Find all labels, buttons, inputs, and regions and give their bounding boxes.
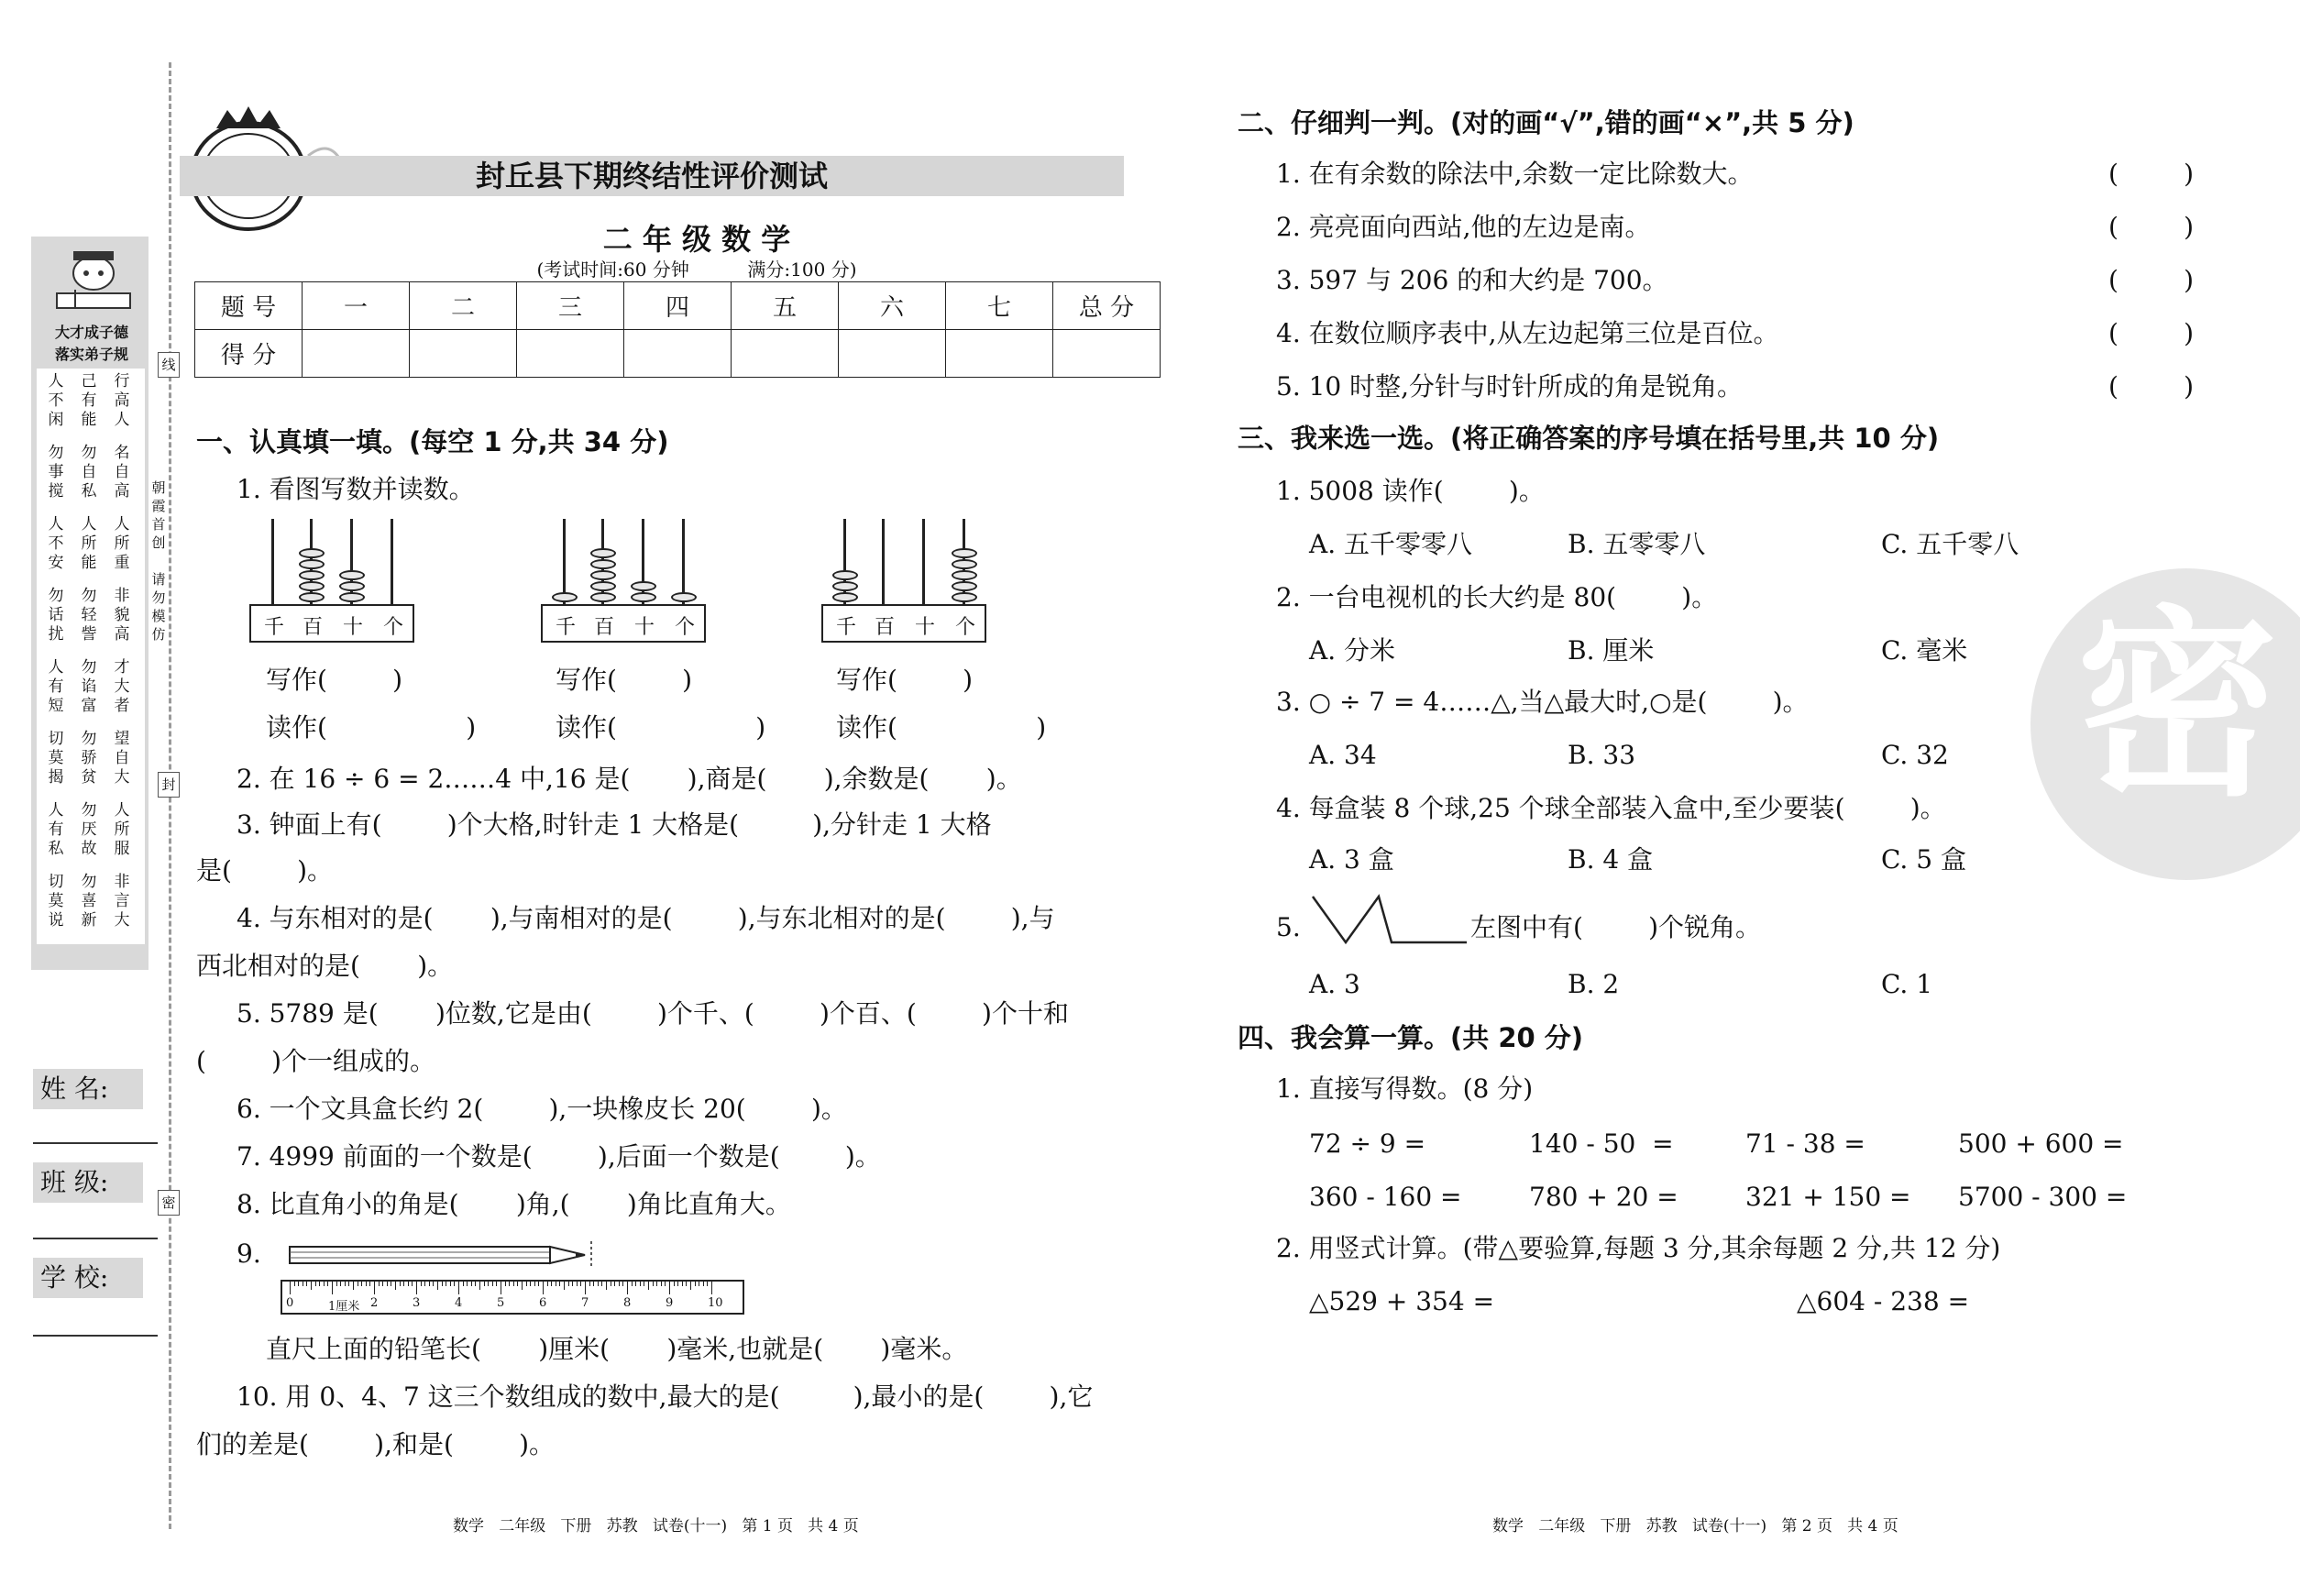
calc-2-4: 5700 - 300 = [1958,1182,2128,1212]
ruler-tick [530,1282,531,1286]
ruler-tick [379,1282,380,1286]
ruler-tick [703,1282,704,1286]
ruler-number: 4 [455,1296,463,1310]
motto-column: 非言大 [114,873,130,930]
score-input-cell[interactable] [732,330,839,378]
ruler-tick [648,1282,649,1290]
abacus-bead [832,581,858,591]
ruler [281,1280,744,1315]
s3-q4: 4. 每盒装 8 个球,25 个球全部装入盒中,至少要装( )。 [1276,793,1946,823]
score-header-cell: 二 [410,282,517,330]
ruler-tick [640,1282,641,1286]
motto-column: 人所重 [114,515,130,572]
motto-column: 切莫揭 [48,730,64,787]
name-field[interactable] [33,1142,158,1144]
ruler-tick [593,1282,594,1286]
ruler-tick [669,1282,670,1294]
s3-q1-opt-a[interactable]: A. 五千零零八 [1309,529,1473,559]
s3-q5: 左图中有( )个锐角。 [1470,912,1762,942]
ruler-tick [463,1282,464,1286]
ruler-number: 8 [623,1296,632,1310]
ruler-tick [290,1282,291,1294]
ruler-tick [369,1282,370,1286]
footer-left: 数学 二年级 下册 苏教 试卷(十一) 第 1 页 共 4 页 [453,1517,859,1535]
ruler-tick [332,1282,333,1294]
s1-q4b: 西北相对的是( )。 [196,951,454,981]
ruler-tick [686,1282,687,1286]
s1-q5b: ( )个一组成的。 [196,1046,436,1076]
ruler-tick [298,1282,299,1286]
ruler-number: 0 [286,1296,294,1310]
ruler-tick [294,1282,295,1286]
abacus-2 [541,519,706,656]
ruler-tick [695,1282,696,1286]
place-label: 个 [383,616,404,639]
s4-q1: 1. 直接写得数。(8 分) [1276,1073,1534,1104]
ruler-tick [484,1282,485,1286]
score-header-cell: 五 [732,282,839,330]
ruler-tick [559,1282,560,1286]
abacus2-read[interactable]: 读作( ) [556,712,766,743]
ruler-number: 6 [539,1296,547,1310]
calc-2-3: 321 + 150 = [1745,1182,1911,1212]
abacus-bead [299,570,325,580]
calc-1-4: 500 + 600 = [1958,1128,2124,1159]
place-label: 千 [836,616,857,639]
ruler-tick [315,1282,316,1286]
abacus-bead [590,559,616,569]
binding-tag-line: 线 [158,352,180,378]
abacus-bead [671,592,697,602]
place-label: 千 [556,616,577,639]
score-header-cell: 六 [839,282,946,330]
judge-item: 1. 在有余数的除法中,余数一定比除数大。 [1276,159,1754,189]
ruler-tick [517,1282,518,1286]
place-label: 十 [634,616,655,639]
vertical-note-1: 朝霞首创 [151,479,166,551]
calc-1-2: 140 - 50 = [1529,1128,1674,1159]
motto-column: 人所能 [81,515,97,572]
ruler-tick [656,1282,657,1286]
ruler-tick [653,1282,654,1286]
s3-q3-opt-c[interactable]: C. 32 [1881,740,1949,770]
motto-column: 行高人 [114,372,130,429]
motto-column: 人不安 [48,515,64,572]
ruler-number: 5 [497,1296,505,1310]
section4-heading: 四、我会算一算。(共 20 分) [1238,1022,1584,1053]
ruler-tick [319,1282,320,1286]
s1-q3b: 是( )。 [196,855,334,886]
abacus-base [541,604,706,643]
abacus-bead [952,581,977,591]
abacus-rod [882,519,885,611]
judge-answer-paren[interactable]: ( ) [2108,265,2195,295]
score-header-row [195,282,1161,330]
judge-item: 5. 10 时整,分针与时针所成的角是锐角。 [1276,371,1744,402]
s3-q1: 1. 5008 读作( )。 [1276,476,1545,506]
ruler-tick [551,1282,552,1286]
s3-q1-opt-b[interactable]: B. 五零零八 [1568,529,1706,559]
calc-1-1: 72 ÷ 9 = [1309,1128,1426,1159]
motto-column: 人有短 [48,658,64,715]
judge-answer-paren[interactable]: ( ) [2108,212,2195,242]
ruler-tick [336,1282,337,1286]
score-header-cell: 七 [946,282,1053,330]
motto-column: 勿轻訾 [81,587,97,644]
ruler-tick [622,1282,623,1286]
ruler-tick [598,1282,599,1286]
judge-item: 4. 在数位顺序表中,从左边起第三位是百位。 [1276,318,1779,348]
abacus1-write[interactable]: 写作( ) [266,665,403,695]
place-label: 十 [343,616,364,639]
abacus-bead [631,592,656,602]
s3-q2: 2. 一台电视机的长大约是 80( )。 [1276,582,1718,612]
watermark-char: 密 [2076,589,2279,823]
s1-q4a: 4. 与东相对的是( ),与南相对的是( ),与东北相对的是( ),与 [237,903,1055,933]
ruler-number: 3 [413,1296,421,1310]
ruler-tick [437,1282,438,1290]
vertical-calc-2: △604 - 238 = [1797,1286,1970,1316]
vertical-calc-1: △529 + 354 = [1309,1286,1495,1316]
place-label: 个 [675,616,696,639]
ruler-tick [682,1282,683,1286]
abacus-bead [590,592,616,602]
abacus-bead [299,559,325,569]
ruler-tick [395,1282,396,1290]
ruler-tick [572,1282,573,1286]
ruler-tick [387,1282,388,1286]
abacus-bead [952,570,977,580]
angle-figure [1309,891,1470,946]
ruler-tick [665,1282,666,1286]
ruler-tick [522,1282,523,1290]
ruler-tick [400,1282,401,1286]
ruler-tick [488,1282,489,1286]
abacus2-write[interactable]: 写作( ) [556,665,693,695]
abacus-1 [249,519,414,656]
score-value-row [195,330,1161,378]
ruler-tick [403,1282,404,1286]
ruler-tick [458,1282,459,1294]
ruler-tick [543,1282,544,1294]
vertical-note-2: 请勿模仿 [151,571,166,643]
abacus-3 [821,519,986,656]
abacus-bead [299,592,325,602]
motto-column: 勿事搅 [48,444,64,501]
motto-sub: 落实弟子规 [54,346,128,363]
ruler-tick [433,1282,434,1286]
ruler-tick [424,1282,425,1286]
motto-column: 人所服 [114,801,130,858]
ruler-tick [412,1282,413,1286]
abacus-rod [271,519,274,611]
ruler-tick [471,1282,472,1286]
ruler-number: 10 [708,1296,723,1310]
ruler-tick [374,1282,375,1294]
score-input-cell[interactable] [946,330,1053,378]
subject-title: 二 年 级 数 学 [602,222,791,257]
score-header-cell: 三 [517,282,624,330]
score-input-cell[interactable] [517,330,624,378]
judge-answer-paren[interactable]: ( ) [2108,159,2195,189]
footer-right: 数学 二年级 下册 苏教 试卷(十一) 第 2 页 共 4 页 [1492,1517,1898,1535]
pencil-illustration [286,1241,598,1269]
ruler-tick [627,1282,628,1294]
calc-2-1: 360 - 160 = [1309,1182,1462,1212]
motto-column: 切莫说 [48,873,64,930]
s3-q4-opt-a[interactable]: A. 3 盒 [1309,844,1394,875]
place-label: 十 [915,616,936,639]
ruler-tick [564,1282,565,1290]
section2-heading: 二、仔细判一判。(对的画“√”,错的画“×”,共 5 分) [1238,107,1854,138]
ruler-number: 2 [370,1296,379,1310]
ruler-tick [311,1282,312,1290]
place-label: 个 [955,616,976,639]
place-label: 百 [875,616,896,639]
binding-tag-secret: 密 [158,1190,180,1216]
school-label: 学 校: [33,1258,143,1298]
s1-q9b: 直尺上面的铅笔长( )厘米( )毫米,也就是( )毫米。 [266,1334,968,1364]
ruler-tick [366,1282,367,1286]
abacus-bead [590,570,616,580]
abacus-bead [952,559,977,569]
s3-q2-opt-a[interactable]: A. 分米 [1309,635,1396,666]
s3-q5-opt-b[interactable]: B. 2 [1568,969,1620,999]
ruler-tick [442,1282,443,1286]
s1-q6: 6. 一个文具盒长约 2( ),一块橡皮长 20( )。 [237,1094,847,1124]
s3-q3-opt-a[interactable]: A. 34 [1309,740,1377,770]
ruler-tick [690,1282,691,1290]
score-header-cell: 四 [624,282,732,330]
motto-column: 勿话扰 [48,587,64,644]
ruler-tick [635,1282,636,1286]
ruler-tick [382,1282,383,1286]
abacus-bead [952,548,977,558]
ruler-tick [601,1282,602,1286]
class-label: 班 级: [33,1162,143,1203]
class-field[interactable] [33,1238,158,1239]
ruler-tick [513,1282,514,1286]
ruler-tick [408,1282,409,1286]
motto-top: 大才成子德 [54,324,128,341]
ruler-tick [674,1282,675,1286]
ruler-tick [454,1282,455,1286]
s1-q1: 1. 看图写数并读数。 [237,474,475,504]
calc-2-2: 780 + 20 = [1529,1182,1678,1212]
judge-item: 2. 亮亮面向西站,他的左边是南。 [1276,212,1651,242]
abacus-bead [590,548,616,558]
exam-title: 封丘县下期终结性评价测试 [475,159,828,193]
s3-q3: 3. ○ ÷ 7 = 4……△,当△最大时,○是( )。 [1276,687,1809,717]
abacus-bead [339,570,365,580]
name-label: 姓 名: [33,1069,143,1109]
abacus-base [249,604,414,643]
s3-q4-opt-b[interactable]: B. 4 盒 [1568,844,1654,875]
judge-answer-paren[interactable]: ( ) [2108,371,2195,402]
abacus-bead [299,548,325,558]
score-input-cell[interactable] [624,330,732,378]
abacus-bead [631,581,656,591]
abacus-rod [391,519,393,611]
motto-column: 非貌高 [114,587,130,644]
exam-info: (考试时间:60 分钟 满分:100 分) [536,259,857,281]
ruler-tick [580,1282,581,1286]
s3-q5-opt-a[interactable]: A. 3 [1309,969,1360,999]
ruler-tick [534,1282,535,1286]
ruler-tick [589,1282,590,1286]
abacus-bead [339,592,365,602]
ruler-tick [353,1282,354,1290]
ruler-tick [496,1282,497,1286]
place-label: 千 [264,616,285,639]
ruler-tick [707,1282,708,1286]
ruler-tick [340,1282,341,1286]
abacus3-write[interactable]: 写作( ) [836,665,974,695]
ruler-tick [606,1282,607,1290]
calc-1-3: 71 - 38 = [1745,1128,1865,1159]
judge-item: 3. 597 与 206 的和大约是 700。 [1276,265,1668,295]
place-label: 百 [303,616,324,639]
s3-q3-opt-b[interactable]: B. 33 [1568,740,1636,770]
ruler-tick [324,1282,325,1286]
school-field[interactable] [33,1335,158,1337]
motto-column: 勿喜新 [81,873,97,930]
ruler-tick [538,1282,539,1286]
ruler-tick [509,1282,510,1286]
ruler-tick [467,1282,468,1286]
motto-column: 名自高 [114,444,130,501]
abacus1-read[interactable]: 读作( ) [266,712,477,743]
motto-column: 勿谄富 [81,658,97,715]
abacus-bead [339,581,365,591]
ruler-tick [711,1282,712,1294]
ruler-tick [614,1282,615,1286]
s1-q3a: 3. 钟面上有( )个大格,时针走 1 大格是( ),分针走 1 大格 [237,809,992,840]
place-label: 百 [594,616,615,639]
motto-column: 人有私 [48,801,64,858]
s1-q7: 7. 4999 前面的一个数是( ),后面一个数是( )。 [237,1141,881,1172]
ruler-tick [475,1282,476,1286]
abacus-bead [590,581,616,591]
s3-q2-opt-c[interactable]: C. 毫米 [1881,635,1968,666]
motto-panel [37,369,145,944]
ruler-number: 1厘米 [328,1300,360,1314]
motto-column: 勿骄贫 [81,730,97,787]
ruler-tick [361,1282,362,1286]
ruler-tick [348,1282,349,1286]
abacus-bead [299,581,325,591]
score-header-cell: 题 号 [195,282,303,330]
ruler-number: 7 [581,1296,589,1310]
s3-q1-opt-c[interactable]: C. 五千零八 [1881,529,2019,559]
ruler-tick [421,1282,422,1286]
abacus-bead [832,570,858,580]
ruler-tick [632,1282,633,1286]
score-header-cell: 总 分 [1053,282,1161,330]
s3-q5-number: 5. [1276,912,1301,942]
score-table [194,281,1161,378]
motto-column: 人不闲 [48,372,64,429]
ruler-number: 9 [666,1296,674,1310]
s1-q2: 2. 在 16 ÷ 6 = 2……4 中,16 是( ),商是( ),余数是( )。 [237,764,1022,794]
ruler-tick [526,1282,527,1286]
ruler-tick [306,1282,307,1286]
s1-q10a: 10. 用 0、4、7 这三个数组成的数中,最大的是( ),最小的是( ),它 [237,1381,1094,1412]
abacus-bead [832,592,858,602]
ruler-tick [619,1282,620,1286]
ruler-tick [345,1282,346,1286]
abacus-rod [922,519,925,611]
ruler-tick [661,1282,662,1286]
s4-q2: 2. 用竖式计算。(带△要验算,每题 3 分,其余每题 2 分,共 12 分) [1276,1233,2001,1263]
ruler-tick [450,1282,451,1286]
section3-heading: 三、我来选一选。(将正确答案的序号填在括号里,共 10 分) [1238,423,1940,454]
s3-q4-opt-c[interactable]: C. 5 盒 [1881,844,1966,875]
ruler-tick [429,1282,430,1286]
score-header-cell: 一 [303,282,410,330]
scholar-illustration [48,246,139,319]
ruler-tick [492,1282,493,1286]
ruler-tick [505,1282,506,1286]
s3-q5-opt-c[interactable]: C. 1 [1881,969,1933,999]
abacus-base [821,604,986,643]
motto-column: 望自大 [114,730,130,787]
s1-q5a: 5. 5789 是( )位数,它是由( )个千、( )个百、( )个十和 [237,998,1069,1029]
ruler-tick [577,1282,578,1286]
score-input-cell[interactable] [839,330,946,378]
abacus-bead [952,592,977,602]
abacus-bead [552,592,578,602]
motto-column: 才大者 [114,658,130,715]
s1-q8: 8. 比直角小的角是( )角,( )角比直角大。 [237,1189,791,1219]
ruler-tick [547,1282,548,1286]
score-input-cell[interactable] [1053,330,1161,378]
s1-q9: 9. [237,1238,261,1269]
judge-answer-paren[interactable]: ( ) [2108,318,2195,348]
score-input-cell[interactable] [410,330,517,378]
ruler-tick [568,1282,569,1286]
section1-heading: 一、认真填一填。(每空 1 分,共 34 分) [196,426,669,457]
score-row-label: 得 分 [195,330,303,378]
ruler-tick [585,1282,586,1294]
ruler-tick [677,1282,678,1286]
motto-column: 勿厌故 [81,801,97,858]
s1-q10b: 们的差是( ),和是( )。 [196,1429,556,1459]
binding-tag-seal: 封 [158,772,180,798]
score-input-cell[interactable] [303,330,410,378]
ruler-tick [416,1282,417,1294]
ruler-tick [327,1282,328,1286]
s3-q2-opt-b[interactable]: B. 厘米 [1568,635,1655,666]
motto-column: 己有能 [81,372,97,429]
motto-column: 勿自私 [81,444,97,501]
abacus3-read[interactable]: 读作( ) [836,712,1047,743]
ruler-tick [479,1282,480,1290]
